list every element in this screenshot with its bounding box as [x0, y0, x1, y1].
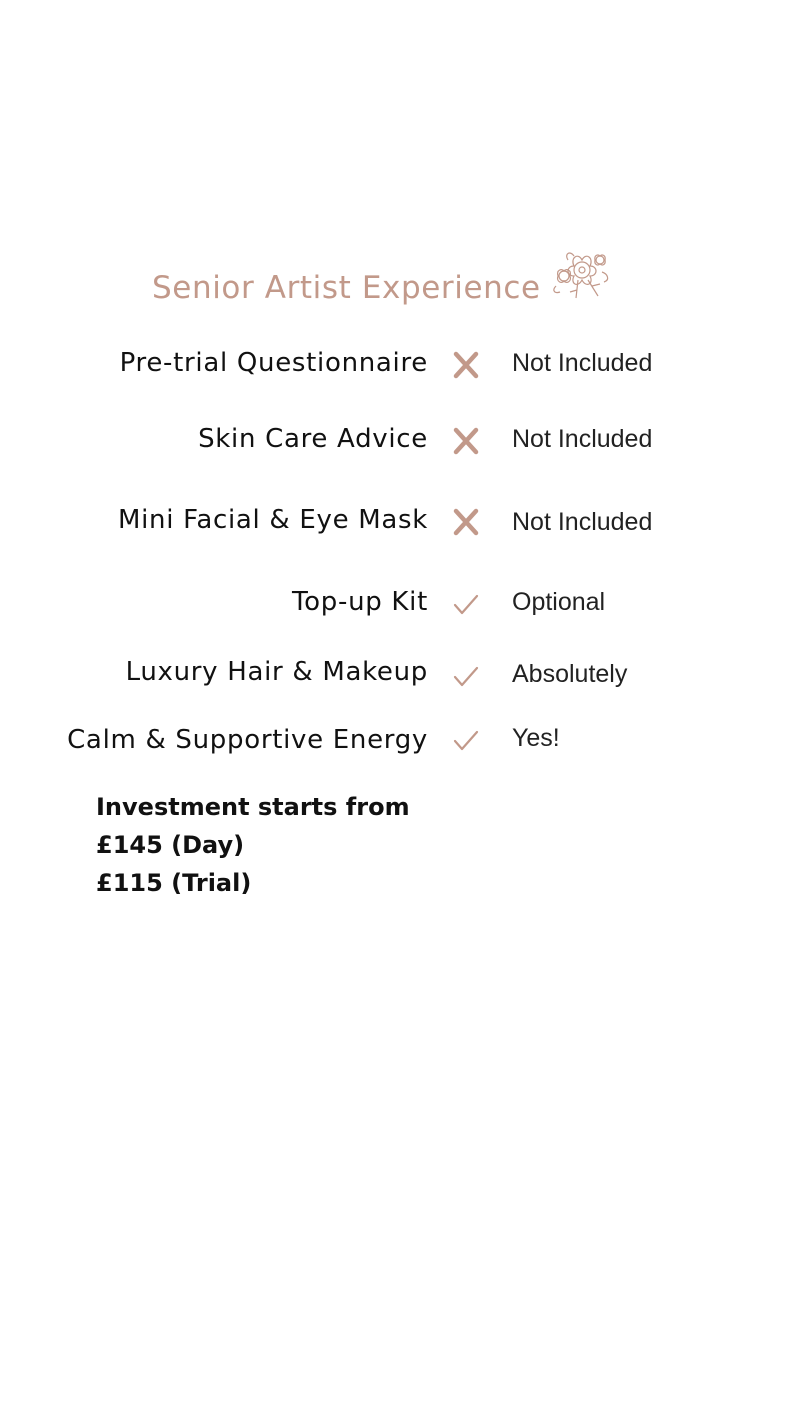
- cross-icon: [451, 351, 481, 379]
- feature-row-calm-supportive-energy: [0, 720, 800, 760]
- feature-status: Not Included: [512, 508, 653, 536]
- investment-block: [96, 788, 410, 902]
- cross-icon: [451, 508, 481, 536]
- feature-row-top-up-kit: [0, 582, 800, 622]
- feature-row-pre-trial-questionnaire: [0, 343, 800, 383]
- floral-ornament-icon: [548, 246, 612, 304]
- feature-label: Mini Facial & Eye Mask: [117, 505, 428, 535]
- feature-row-luxury-hair-makeup: [0, 652, 800, 692]
- investment-heading: Investment starts from: [96, 793, 410, 821]
- feature-status: Optional: [512, 588, 606, 616]
- feature-status: Yes!: [512, 724, 560, 752]
- feature-status: Absolutely: [512, 660, 628, 688]
- cross-icon: [451, 427, 481, 455]
- feature-label: Luxury Hair & Makeup: [125, 657, 428, 687]
- feature-status: Not Included: [512, 349, 653, 377]
- feature-label: Calm & Supportive Energy: [67, 725, 428, 755]
- feature-label: Top-up Kit: [292, 587, 428, 617]
- feature-row-mini-facial-eye-mask: [0, 500, 800, 540]
- feature-row-skin-care-advice: [0, 419, 800, 459]
- feature-status: Not Included: [512, 425, 653, 453]
- feature-label: Skin Care Advice: [198, 424, 428, 454]
- trial-price: £115 (Trial): [96, 869, 252, 897]
- day-price: £145 (Day): [96, 831, 245, 859]
- check-icon: [451, 726, 481, 754]
- feature-label: Pre-trial Questionnaire: [119, 348, 428, 378]
- page-title: Senior Artist Experience: [152, 270, 541, 306]
- check-icon: [451, 590, 481, 618]
- check-icon: [451, 662, 481, 690]
